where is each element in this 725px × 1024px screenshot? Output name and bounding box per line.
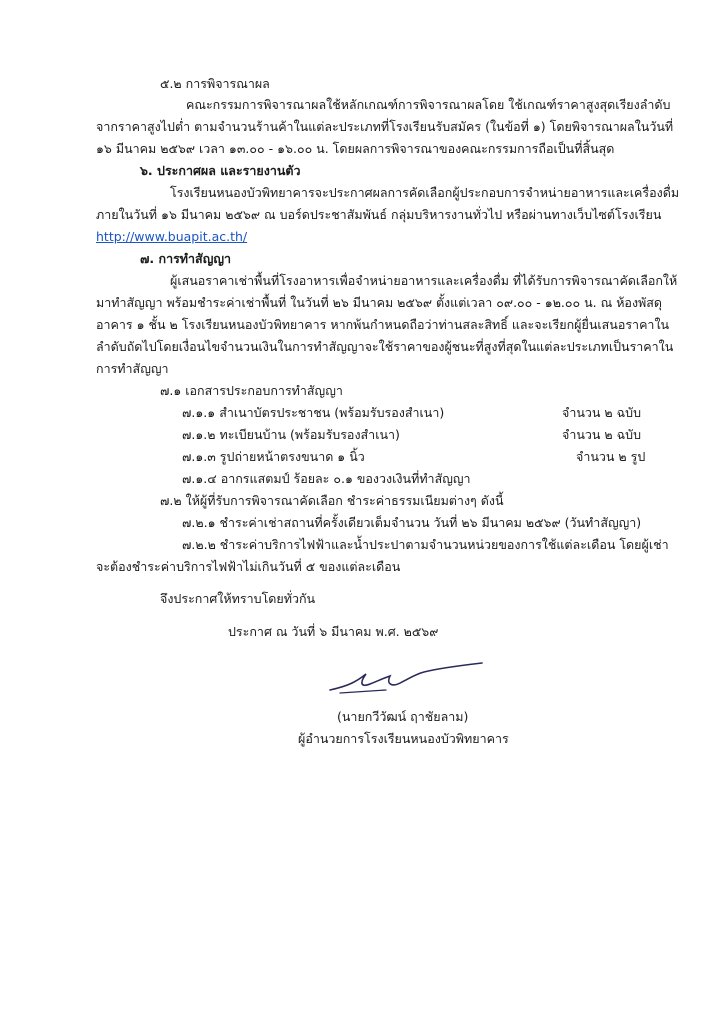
- section-7-line-2: มาทำสัญญา พร้อมชำระค่าเช่าพื้นที่ ในวันที่ ๒๖ มีนาคม ๒๕๖๙ ตั้งแต่เวลา ๐๙.๐๐ - ๑๒.๐๐ น. ณ ห้องพัสดุ: [96, 295, 663, 310]
- signer-name: (นายกวีวัฒน์ ฤาชัยลาม): [337, 709, 469, 724]
- closing-statement: จึงประกาศให้ทราบโดยทั่วกัน: [160, 591, 316, 606]
- signer-title: ผู้อำนวยการโรงเรียนหนองบัวพิทยาคาร: [298, 731, 509, 746]
- section-5-2-line-3: ๑๖ มีนาคม ๒๕๖๙ เวลา ๑๓.๐๐ - ๑๖.๐๐ น. โดยผลการพิจารณาของคณะกรรมการถือเป็นที่สิ้นสุด: [96, 141, 615, 156]
- section-7-2-heading: ๗.๒ ให้ผู้ที่รับการพิจารณาคัดเลือก ชำระค่าธรรมเนียมต่างๆ ดังนี้: [160, 493, 504, 508]
- school-website-link[interactable]: http://www.buapit.ac.th/: [96, 229, 248, 244]
- document-item-3: ๗.๑.๓ รูปถ่ายหน้าตรงขนาด ๑ นิ้ว: [182, 449, 365, 464]
- announcement-date: ประกาศ ณ วันที่ ๖ มีนาคม พ.ศ. ๒๕๖๙: [228, 624, 439, 639]
- section-7-line-3: อาคาร ๑ ชั้น ๒ โรงเรียนหนองบัวพิทยาคาร หากพ้นกำหนดถือว่าท่านสละสิทธิ์ และจะเรียกผู้ยื่นเสนอราคาใน: [96, 317, 670, 332]
- section-7-line-4: ลำดับถัดไปโดยเงื่อนไขจำนวนเงินในการทำสัญญาจะใช้ราคาของผู้ชนะที่สูงที่สุดในแต่ละประเภทเป็นราคาใน: [96, 339, 674, 354]
- section-6-line-1: โรงเรียนหนองบัวพิทยาคารจะประกาศผลการคัดเลือกผู้ประกอบการจำหน่ายอาหารและเครื่องดื่ม: [170, 185, 680, 200]
- fee-item-2-line-2: จะต้องชำระค่าบริการไฟฟ้าไม่เกินวันที่ ๕ ของแต่ละเดือน: [96, 559, 401, 574]
- section-6-heading: ๖. ประกาศผล และรายงานตัว: [140, 163, 301, 178]
- section-7-line-1: ผู้เสนอราคาเช่าพื้นที่โรงอาหารเพื่อจำหน่ายอาหารและเครื่องดื่ม ที่ได้รับการพิจารณาคัดเลือกให้: [170, 273, 678, 288]
- fee-item-2-line-1: ๗.๒.๒ ชำระค่าบริการไฟฟ้าและน้ำประปาตามจำนวนหน่วยของการใช้แต่ละเดือน โดยผู้เช่า: [182, 537, 669, 552]
- signature-image: [326, 660, 486, 705]
- document-item-1: ๗.๑.๑ สำเนาบัตรประชาชน (พร้อมรับรองสำเนา): [182, 405, 445, 420]
- document-item-2: ๗.๑.๒ ทะเบียนบ้าน (พร้อมรับรองสำเนา): [182, 427, 400, 442]
- fee-item-1: ๗.๒.๑ ชำระค่าเช่าสถานที่ครั้งเดียวเต็มจำนวน วันที่ ๒๖ มีนาคม ๒๕๖๙ (วันทำสัญญา): [182, 515, 642, 530]
- section-5-2-line-1: คณะกรรมการพิจารณาผลใช้หลักเกณฑ์การพิจารณาผลโดย ใช้เกณฑ์ราคาสูงสุดเรียงลำดับ: [186, 97, 671, 112]
- document-item-2-amount: จำนวน ๒ ฉบับ: [562, 427, 642, 442]
- section-5-2-line-2: จากราคาสูงไปต่ำ ตามจำนวนร้านค้าในแต่ละประเภทที่โรงเรียนรับสมัคร (ในข้อที่ ๑) โดยพิจารณาผลในวันที่: [96, 119, 674, 134]
- section-7-1-heading: ๗.๑ เอกสารประกอบการทำสัญญา: [160, 383, 343, 398]
- section-7-line-5: การทำสัญญา: [96, 361, 169, 376]
- document-item-1-amount: จำนวน ๒ ฉบับ: [562, 405, 642, 420]
- section-6-line-2: ภายในวันที่ ๑๖ มีนาคม ๒๕๖๙ ณ บอร์ดประชาสัมพันธ์ กลุ่มบริหารงานทั่วไป หรือผ่านทางเว็บไซต์โรงเรียน: [96, 207, 662, 222]
- document-item-4: ๗.๑.๔ อากรแสตมป์ ร้อยละ ๐.๑ ของวงเงินที่ทำสัญญา: [182, 471, 471, 486]
- section-7-heading: ๗. การทำสัญญา: [140, 251, 232, 266]
- document-item-3-amount: จำนวน ๒ รูป: [576, 449, 646, 464]
- section-5-2-heading: ๕.๒ การพิจารณาผล: [160, 76, 270, 91]
